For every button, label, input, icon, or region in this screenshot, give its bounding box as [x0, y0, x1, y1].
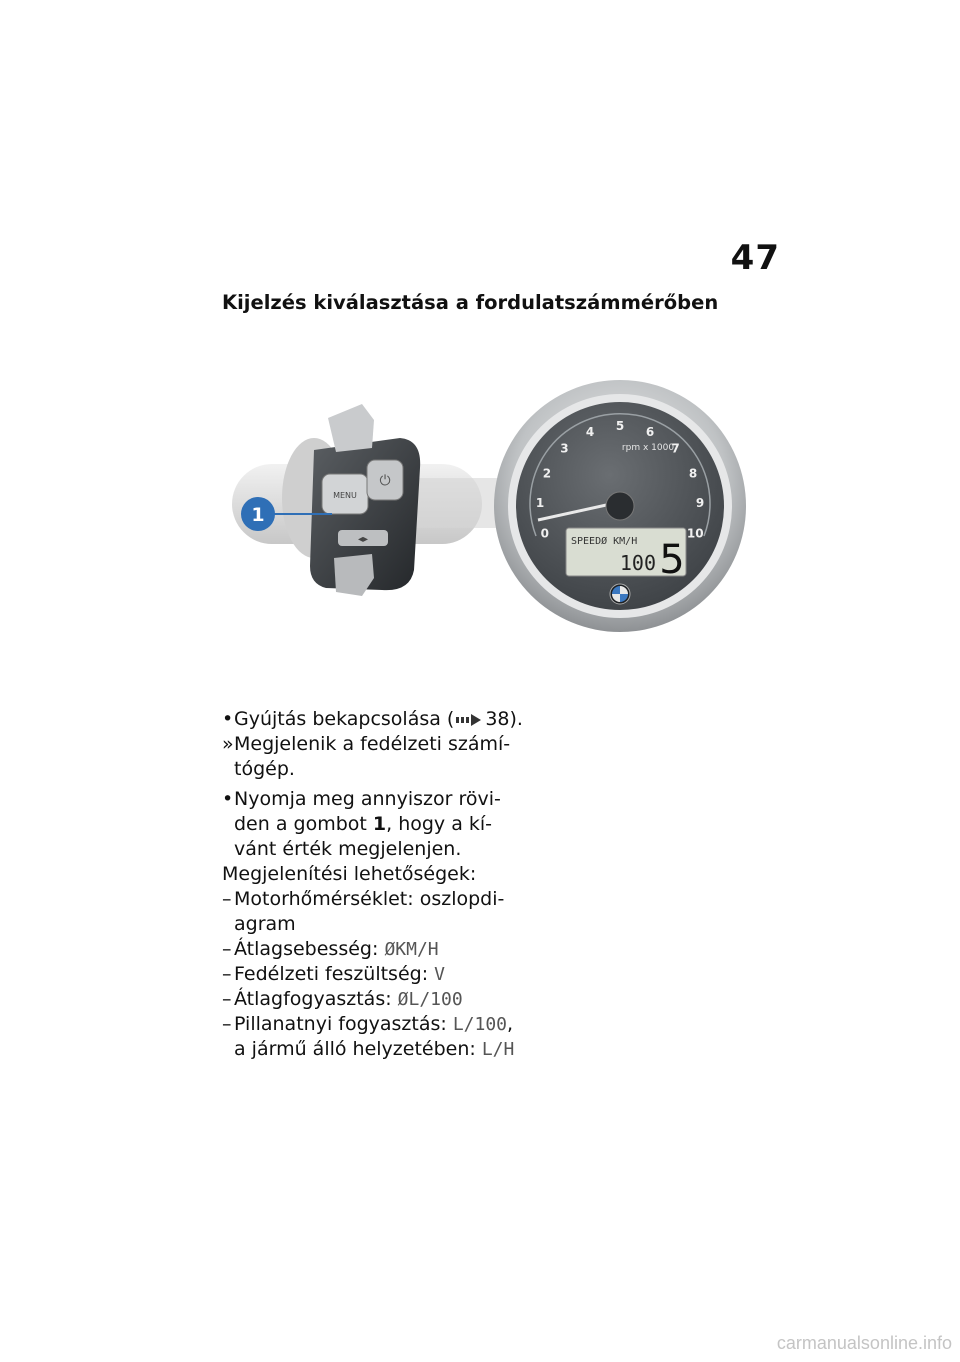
- step-1: • Gyújtás bekapcsolása ( 38).: [222, 708, 523, 730]
- footer-watermark: carmanualsonline.info: [776, 1333, 952, 1353]
- dash-marker: –: [222, 988, 232, 1010]
- scale-number: 0: [540, 526, 549, 541]
- callout-number: 1: [251, 504, 265, 526]
- options-heading: Megjelenítési lehetőségek:: [222, 863, 477, 885]
- option-engine-temperature: – Motorhőmérséklet: oszlopdi- agram: [222, 888, 505, 935]
- arrow-rocker-icon: ◂▸: [357, 534, 369, 545]
- step-3: • Nyomja meg annyiszor rövi- den a gombot 1, hogy a kí- vánt érték megjelenjen.: [222, 788, 501, 860]
- bullet-marker: •: [222, 788, 234, 810]
- scale-number: 7: [671, 441, 680, 456]
- handlebar-and-tachometer-figure: [222, 378, 782, 678]
- needle-hub: [606, 492, 634, 520]
- tachometer: [494, 380, 746, 632]
- option-average-consumption: – Átlagfogyasztás: ØL/100: [222, 988, 463, 1010]
- lcd-gear: 5: [659, 537, 685, 583]
- scale-number: 8: [688, 466, 698, 481]
- scale-number: 6: [645, 424, 655, 439]
- dash-marker: –: [222, 963, 232, 985]
- option-voltage: – Fedélzeti feszültség: V: [222, 963, 445, 985]
- display-code: V: [434, 964, 445, 985]
- top-toggle: [328, 404, 374, 452]
- step-1-text: Gyújtás bekapcsolása (: [234, 708, 455, 730]
- scale-number: 3: [560, 441, 569, 456]
- scale-number: 1: [535, 496, 545, 511]
- option-average-speed: – Átlagsebesség: ØKM/H: [222, 938, 439, 960]
- menu-button-label: MENU: [333, 491, 357, 500]
- button-reference: 1: [372, 813, 387, 835]
- step-2: » Megjelenik a fedélzeti számí- tógép.: [222, 733, 511, 780]
- instructions: [222, 707, 523, 1062]
- lcd-value: 100: [619, 551, 656, 575]
- dash-marker: –: [222, 888, 232, 910]
- lcd-top-line: SPEEDØ KM/H: [571, 536, 638, 547]
- scale-number: 5: [615, 419, 625, 433]
- display-code: ØKM/H: [384, 939, 439, 960]
- scale-number: 10: [686, 526, 704, 541]
- display-code: L/H: [481, 1039, 515, 1060]
- power-icon: ⏻: [379, 473, 391, 489]
- rpm-label: rpm x 1000: [621, 443, 675, 453]
- display-code: L/100: [452, 1014, 508, 1035]
- dash-marker: –: [222, 1013, 232, 1035]
- page-reference[interactable]: 38: [485, 708, 510, 730]
- scale-number: 2: [542, 466, 552, 481]
- display-code: ØL/100: [397, 989, 463, 1010]
- option-current-consumption: – Pillanatnyi fogyasztás: L/100, a jármű álló helyzetében: L/H: [222, 1013, 515, 1060]
- result-marker: »: [222, 733, 234, 755]
- bottom-toggle: [334, 554, 374, 596]
- scale-number: 9: [695, 496, 705, 511]
- page-reference-arrow-icon: [456, 714, 482, 726]
- scale-number: 4: [585, 424, 595, 439]
- dash-marker: –: [222, 938, 232, 960]
- page-number: 47: [730, 238, 780, 278]
- bullet-marker: •: [222, 708, 234, 730]
- section-title: Kijelzés kiválasztása a fordulatszámmérőben: [222, 291, 719, 314]
- figure-illustration: [222, 378, 782, 678]
